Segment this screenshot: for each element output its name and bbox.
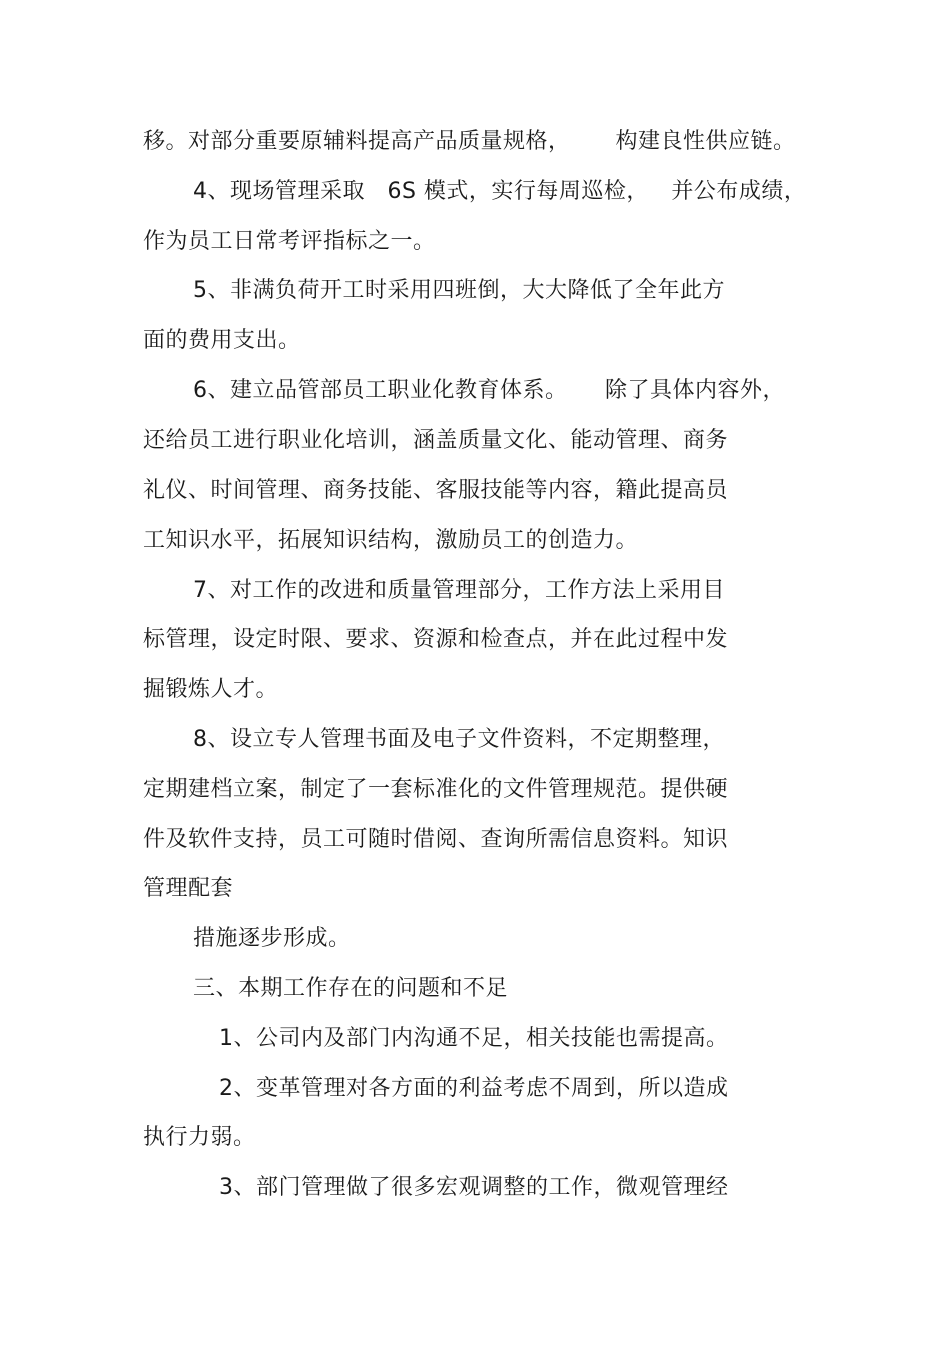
text-line: 面的费用支出。: [143, 328, 301, 353]
text-line: 还给员工进行职业化培训，涵盖质量文化、能动管理、商务: [143, 428, 729, 453]
text-line: 工知识水平，拓展知识结构，激励员工的创造力。: [143, 528, 639, 553]
text-line: 执行力弱。: [143, 1125, 256, 1150]
text-line: 4、现场管理采取 6S 模式，实行每周巡检， 并公布成绩，: [193, 179, 807, 204]
text-line: 3、部门管理做了很多宏观调整的工作，微观管理经: [219, 1175, 729, 1200]
text-line: 7、对工作的改进和质量管理部分，工作方法上采用目: [193, 578, 725, 603]
text-line: 5、非满负荷开工时采用四班倒，大大降低了全年此方: [193, 278, 725, 303]
text-line: 8、设立专人管理书面及电子文件资料，不定期整理，: [193, 727, 725, 752]
text-line: 1、公司内及部门内沟通不足，相关技能也需提高。: [219, 1026, 729, 1051]
text-line: 管理配套: [143, 876, 234, 901]
text-line: 掘锻炼人才。: [143, 677, 279, 702]
text-line: 件及软件支持，员工可随时借阅、查询所需信息资料。知识: [143, 827, 729, 852]
text-line: 6、建立品管部员工职业化教育体系。 除了具体内容外，: [193, 378, 785, 403]
text-line: 标管理，设定时限、要求、资源和检查点，并在此过程中发: [143, 627, 729, 652]
text-line: 礼仪、时间管理、商务技能、客服技能等内容，籍此提高员: [143, 478, 729, 503]
text-line: 移。对部分重要原辅料提高产品质量规格， 构建良性供应链。: [143, 129, 796, 154]
text-line: 作为员工日常考评指标之一。: [143, 229, 436, 254]
text-line: 措施逐步形成。: [193, 926, 351, 951]
text-line: 定期建档立案，制定了一套标准化的文件管理规范。提供硬: [143, 777, 729, 802]
text-line: 2、变革管理对各方面的利益考虑不周到，所以造成: [219, 1076, 729, 1101]
section-heading: 三、本期工作存在的问题和不足: [193, 976, 509, 1001]
